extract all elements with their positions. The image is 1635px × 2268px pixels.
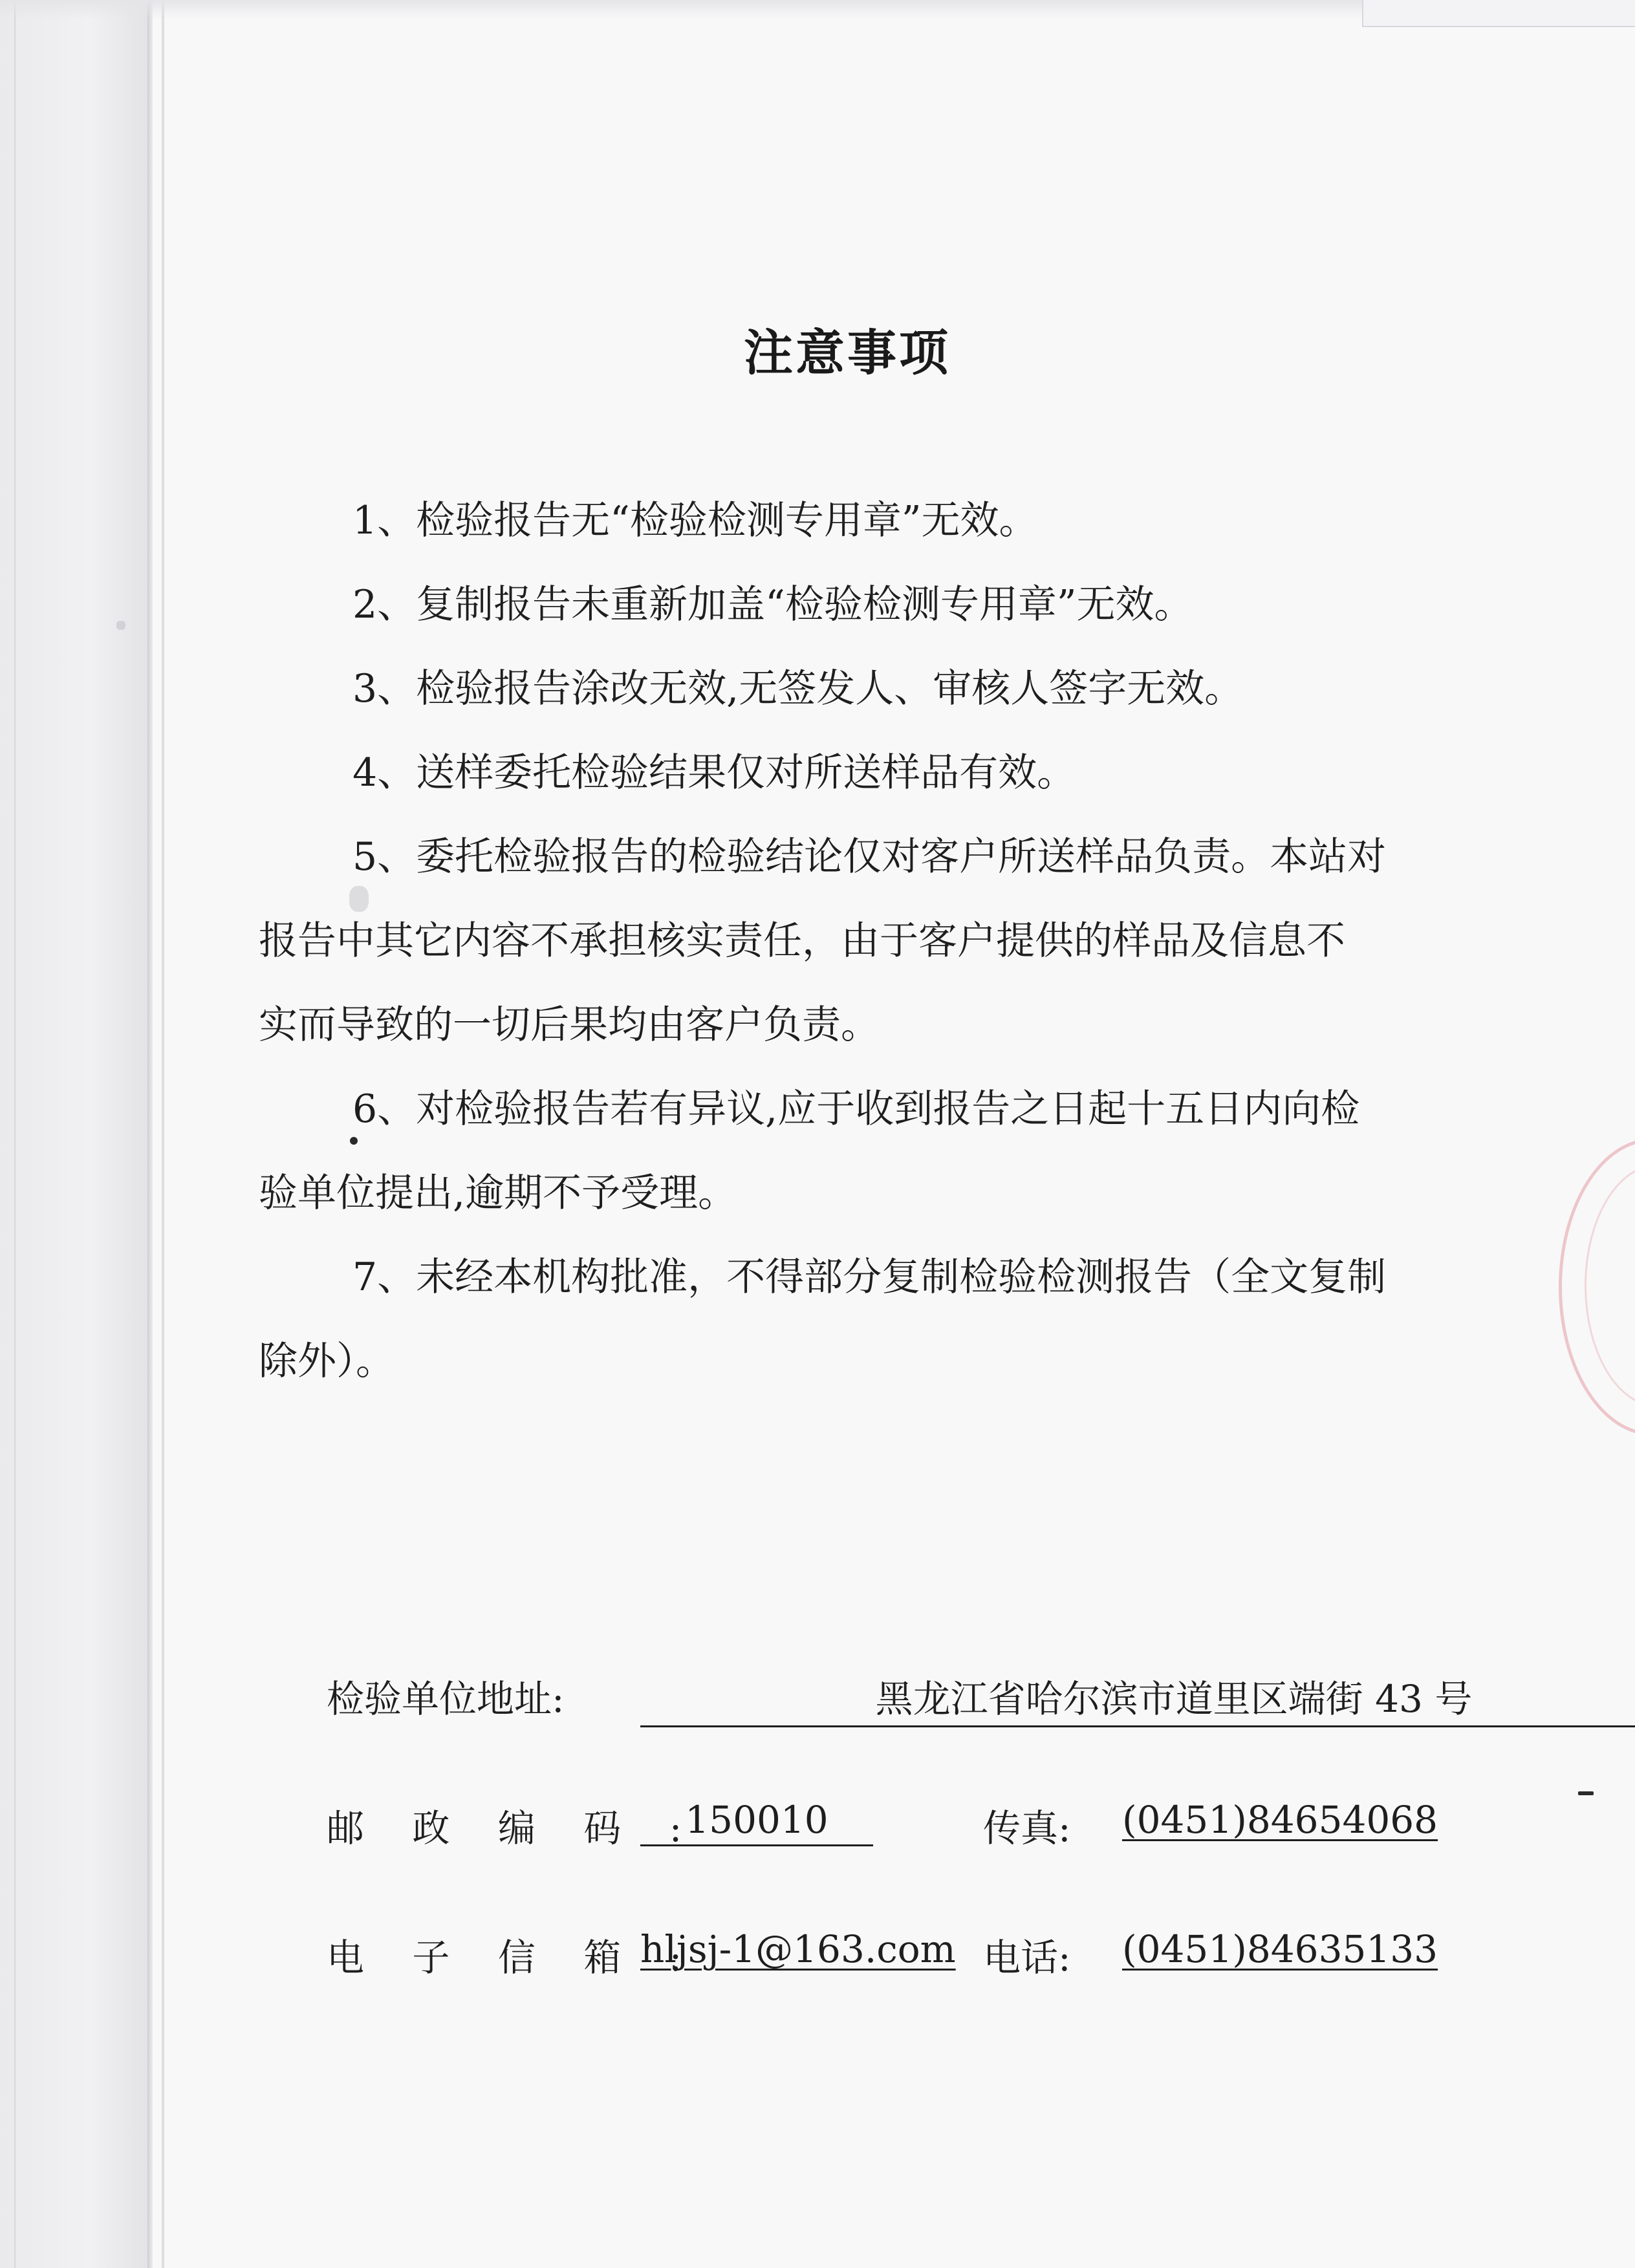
notice-item-6-line-2: 验单位提出,逾期不予受理。 — [259, 1171, 737, 1216]
fax-label: 传真: — [983, 1806, 1071, 1850]
binding-edge-shadow — [162, 0, 164, 2268]
ink-speck — [350, 1137, 358, 1145]
notice-item-7-line-1: 7、未经本机构批准，不得部分复制检验检测报告（全文复制 — [352, 1255, 1387, 1300]
corner-fold — [1362, 0, 1635, 27]
email-label: 电 子 信 箱 : — [327, 1936, 700, 1980]
postcode-value: 150010 — [640, 1798, 873, 1846]
scan-mark — [349, 886, 369, 912]
notice-item-4: 4、送样委托检验结果仅对所送样品有效。 — [352, 750, 1076, 795]
notice-item-7-line-2: 除外）。 — [259, 1339, 395, 1384]
notice-item-1: 1、检验报告无“检验检测专用章”无效。 — [352, 498, 1038, 543]
notice-item-5-line-1: 5、委托检验报告的检验结论仅对客户所送样品负责。本站对 — [352, 834, 1387, 880]
page-title: 注意事项 — [744, 324, 951, 382]
phone-value: (0451)84635133 — [1122, 1927, 1438, 1971]
email-value: hljsj-1@163.com — [640, 1927, 956, 1971]
notice-item-5-line-2: 报告中其它内容不承担核实责任，由于客户提供的样品及信息不 — [259, 918, 1345, 964]
notice-item-5-line-3: 实而导致的一切后果均由客户负责。 — [259, 1002, 880, 1048]
notice-item-6-line-1: 6、对检验报告若有异议,应于收到报告之日起十五日内向检 — [352, 1086, 1360, 1132]
binding-line — [14, 0, 16, 2268]
address-label: 检验单位地址: — [327, 1677, 565, 1721]
binding-strip — [0, 0, 149, 2268]
binding-edge — [147, 0, 153, 2268]
postcode-label: 邮 政 编 码 : — [327, 1806, 700, 1850]
address-value: 黑龙江省哈尔滨市道里区端街 43 号 — [640, 1669, 1635, 1727]
scan-mark — [116, 621, 125, 630]
ink-speck — [1578, 1791, 1594, 1795]
phone-label: 电话: — [983, 1936, 1071, 1980]
notice-item-2: 2、复制报告未重新加盖“检验检测专用章”无效。 — [352, 582, 1193, 627]
fax-value: (0451)84654068 — [1122, 1798, 1438, 1842]
notice-item-3: 3、检验报告涂改无效,无签发人、审核人签字无效。 — [352, 666, 1244, 711]
